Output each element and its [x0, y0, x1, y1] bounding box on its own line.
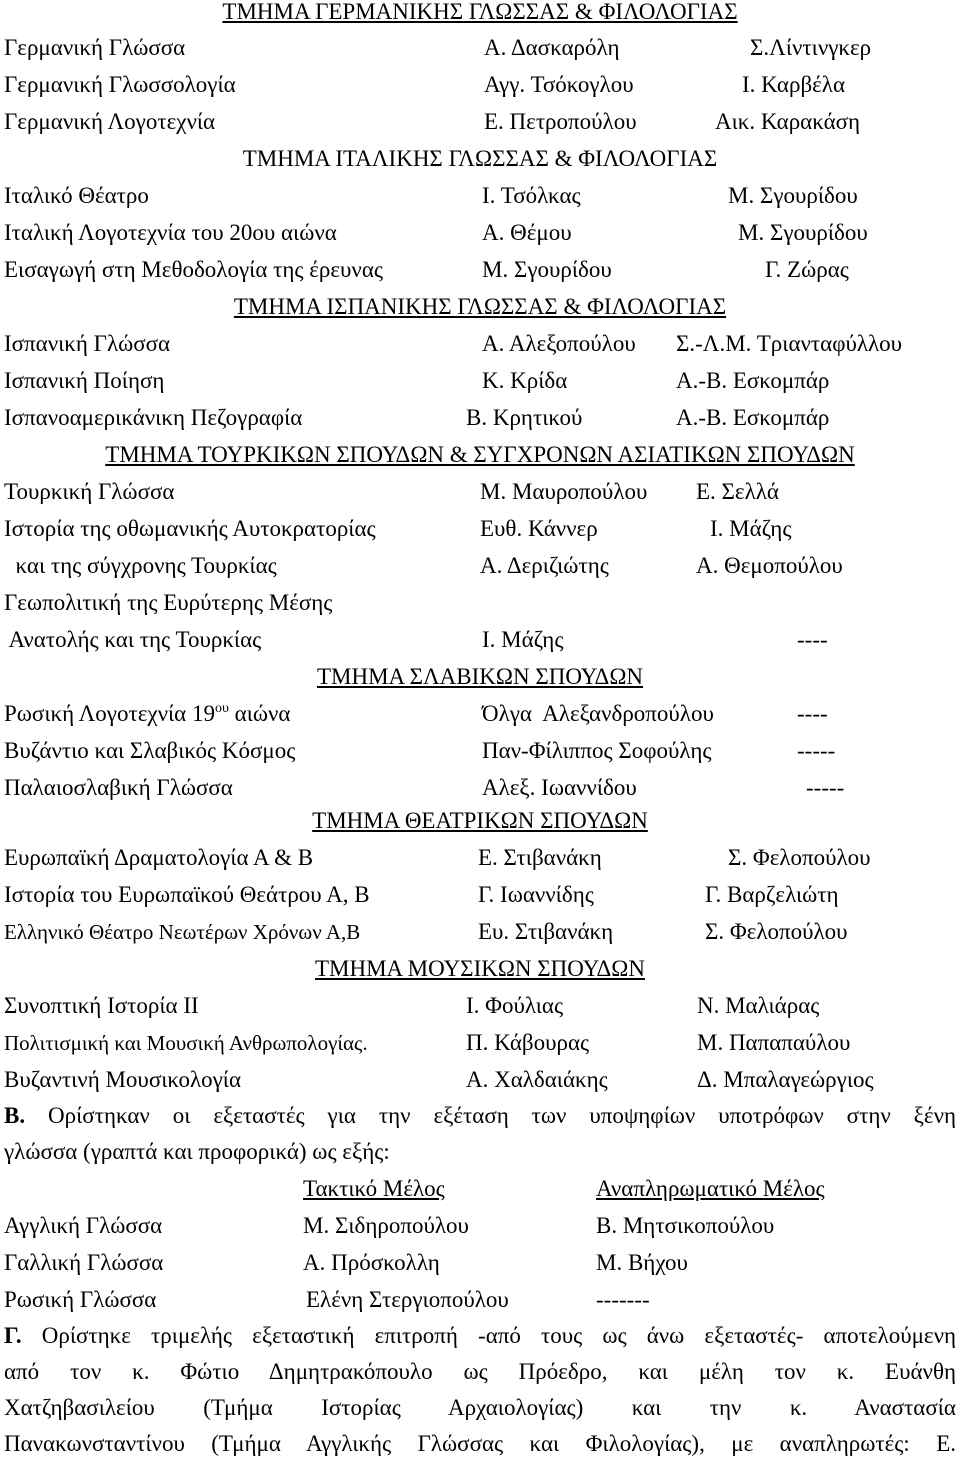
examiner-primary: Π. Κάβουρας	[466, 1030, 590, 1055]
substitute-member: Μ. Βήχου	[596, 1250, 688, 1275]
examiner-secondary: Ι. Μάζης	[710, 516, 792, 541]
table-row	[0, 511, 960, 547]
section-c-paragraph-line	[4, 1318, 956, 1354]
examiner-secondary: Δ. Μπαλαγεώργιος	[697, 1067, 874, 1092]
course-name: Τουρκική Γλώσσα	[4, 479, 175, 504]
table-row	[0, 252, 960, 288]
examiner-secondary: Α.-Β. Εσκομπάρ	[676, 368, 830, 393]
examiner-secondary: Αικ. Καρακάση	[715, 109, 861, 134]
examiner-primary: Αγγ. Τσόκογλου	[484, 72, 634, 97]
table-row	[0, 548, 960, 584]
examiner-secondary: Γ. Ζώρας	[765, 257, 849, 282]
table-row	[0, 877, 960, 913]
examiner-secondary: Μ. Παπαπαύλου	[697, 1030, 851, 1055]
examiner-secondary: Α.-Β. Εσκομπάρ	[676, 405, 830, 430]
table-row	[0, 215, 960, 251]
table-row	[0, 474, 960, 510]
section-title-music: ΤΜΗΜΑ ΜΟΥΣΙΚΩΝ ΣΠΟΥΔΩΝ	[315, 956, 645, 981]
examiner-secondary: Σ. Φελοπούλου	[705, 919, 848, 944]
section-c-label: Γ.	[4, 1323, 22, 1348]
examiner-secondary: ----	[797, 701, 828, 726]
examiner-primary: Ευθ. Κάννερ	[480, 516, 598, 541]
column-header-substitute: Αναπληρωματικό Μέλος	[596, 1176, 825, 1201]
table-row	[0, 363, 960, 399]
course-name: Ελληνικό Θέατρο Νεωτέρων Χρόνων Α,Β	[4, 920, 361, 944]
section-title-turkish: ΤΜΗΜΑ ΤΟΥΡΚΙΚΩΝ ΣΠΟΥΔΩΝ & ΣΥΓΧΡΟΝΩΝ ΑΣΙΑΤΙΚΩΝ ΣΠΟΥΔΩΝ	[105, 442, 855, 467]
examiner-secondary: -----	[797, 738, 836, 763]
table-row	[0, 178, 960, 214]
examiner-primary: Ε. Στιβανάκη	[478, 845, 602, 870]
examiner-primary: Α. Θέμου	[482, 220, 572, 245]
course-name: Ιταλικό Θέατρο	[4, 183, 149, 208]
table-row	[0, 622, 960, 658]
section-b-label: Β.	[4, 1103, 26, 1128]
course-name: Ισπανοαμερικάνικη Πεζογραφία	[4, 405, 303, 430]
examiner-secondary: Ν. Μαλιάρας	[697, 993, 820, 1018]
course-name: Ισπανική Γλώσσα	[4, 331, 171, 356]
substitute-member: Β. Μητσικοπούλου	[596, 1213, 775, 1238]
examiner-secondary: Σ. Φελοπούλου	[728, 845, 871, 870]
examiner-secondary: Μ. Σγουρίδου	[728, 183, 858, 208]
course-name: Ιστορία του Ευρωπαϊκού Θεάτρου Α, Β	[4, 882, 370, 907]
section-c-text-line-2: από τον κ. Φώτιο Δημητρακόπουλο ως Πρόεδρο, και μέλη τον κ. Ευάνθη	[4, 1359, 956, 1384]
examiner-primary: Α. Αλεξοπούλου	[482, 331, 636, 356]
examiner-secondary: Σ.Λίντινγκερ	[750, 35, 872, 60]
examiner-primary: Αλεξ. Ιωαννίδου	[482, 775, 637, 800]
section-b-text: Ορίστηκαν οι εξεταστές για την εξέταση των υποψηφίων υποτρόφων στην ξένη	[48, 1103, 957, 1128]
course-name: Βυζάντιο και Σλαβικός Κόσμος	[4, 738, 296, 763]
course-name: και της σύγχρονης Τουρκίας	[4, 553, 277, 578]
section-title-italian: ΤΜΗΜΑ ΙΤΑΛΙΚΗΣ ΓΛΩΣΣΑΣ & ΦΙΛΟΛΟΓΙΑΣ	[242, 146, 718, 171]
course-name: Ισπανική Ποίηση	[4, 368, 165, 393]
language-name: Ρωσική Γλώσσα	[4, 1287, 157, 1312]
table-row	[0, 1245, 960, 1281]
table-row	[0, 67, 960, 103]
table-row	[0, 1208, 960, 1244]
course-name: Ευρωπαϊκή Δραματολογία Α & Β	[4, 845, 314, 870]
examiner-primary: Α. Δασκαρόλη	[484, 35, 620, 60]
course-name	[4, 696, 290, 732]
column-header-regular: Τακτικό Μέλος	[303, 1176, 445, 1201]
examiner-primary: Μ. Σγουρίδου	[482, 257, 612, 282]
course-name: Εισαγωγή στη Μεθοδολογία της έρευνας	[4, 257, 383, 282]
course-name: Γερμανική Γλωσσολογία	[4, 72, 236, 97]
regular-member: Μ. Σιδηροπούλου	[303, 1213, 469, 1238]
ordinal-suffix: ου	[214, 701, 229, 716]
course-name: Ιστορία της οθωμανικής Αυτοκρατορίας	[4, 516, 376, 541]
table-row	[0, 1062, 960, 1098]
section-b-text-cont: γλώσσα (γραπτά και προφορικά) ως εξής:	[4, 1139, 390, 1164]
examiner-column-headers	[0, 1171, 960, 1207]
table-row	[0, 104, 960, 140]
examiner-secondary: Α. Θεμοπούλου	[696, 553, 843, 578]
section-title-theatre: ΤΜΗΜΑ ΘΕΑΤΡΙΚΩΝ ΣΠΟΥΔΩΝ	[312, 808, 648, 833]
examiner-primary: Α. Δεριζιώτης	[480, 553, 609, 578]
substitute-member: -------	[596, 1287, 650, 1312]
examiner-primary: Όλγα Αλεξανδροπούλου	[482, 701, 714, 726]
course-name: Γερμανική Λογοτεχνία	[4, 109, 216, 134]
course-name: Γεωπολιτική της Ευρύτερης Μέσης	[4, 590, 333, 615]
examiner-primary: Μ. Μαυροπούλου	[480, 479, 648, 504]
examiner-primary: Ι. Τσόλκας	[482, 183, 581, 208]
section-title-spanish: ΤΜΗΜΑ ΙΣΠΑΝΙΚΗΣ ΓΛΩΣΣΑΣ & ΦΙΛΟΛΟΓΙΑΣ	[233, 294, 727, 319]
table-row	[0, 1282, 960, 1318]
table-row	[0, 770, 960, 806]
examiner-primary: Β. Κρητικού	[466, 405, 583, 430]
course-name: Παλαιοσλαβική Γλώσσα	[4, 775, 233, 800]
examiner-primary: Ι. Μάζης	[482, 627, 564, 652]
table-row	[0, 914, 960, 950]
section-title-slavic: ΤΜΗΜΑ ΣΛΑΒΙΚΩΝ ΣΠΟΥΔΩΝ	[316, 664, 644, 689]
course-name-tail: αιώνα	[228, 701, 291, 726]
examiner-primary: Α. Χαλδαιάκης	[466, 1067, 608, 1092]
course-name: Γερμανική Γλώσσα	[4, 35, 186, 60]
examiner-primary: Ι. Φούλιας	[466, 993, 564, 1018]
examiner-primary: Ευ. Στιβανάκη	[478, 919, 614, 944]
table-row	[0, 733, 960, 769]
table-row	[0, 326, 960, 362]
examiner-primary: Κ. Κρίδα	[482, 368, 568, 393]
course-name-main: Ρωσική Λογοτεχνία 19	[4, 701, 215, 726]
regular-member: Ελένη Στεργιοπούλου	[306, 1287, 509, 1312]
table-row	[0, 988, 960, 1024]
section-title-german: ΤΜΗΜΑ ΓΕΡΜΑΝΙΚΗΣ ΓΛΩΣΣΑΣ & ΦΙΛΟΛΟΓΙΑΣ	[222, 0, 738, 24]
section-c-text-line-4: Πανακωνσταντίνου (Τμήμα Αγγλικής Γλώσσας και Φιλολογίας), με αναπληρωτές: Ε.	[4, 1431, 956, 1456]
examiner-secondary: ----	[797, 627, 828, 652]
table-row	[0, 30, 960, 66]
examiner-primary: Παν-Φίλιππος Σοφούλης	[482, 738, 712, 763]
language-name: Αγγλική Γλώσσα	[4, 1213, 163, 1238]
table-row	[0, 400, 960, 436]
course-name: Συνοπτική Ιστορία ΙΙ	[4, 993, 199, 1018]
course-name: Πολιτισμική και Μουσική Ανθρωπολογίας.	[4, 1031, 368, 1055]
examiner-secondary: Σ.-Λ.Μ. Τριανταφύλλου	[676, 331, 903, 356]
course-name: Βυζαντινή Μουσικολογία	[4, 1067, 242, 1092]
table-row	[0, 585, 960, 621]
examiner-secondary: Ι. Καρβέλα	[742, 72, 846, 97]
regular-member: Α. Πρόσκολλη	[303, 1250, 440, 1275]
examiner-primary: Ε. Πετροπούλου	[484, 109, 637, 134]
examiner-secondary: Μ. Σγουρίδου	[738, 220, 868, 245]
table-row	[0, 696, 960, 732]
course-name: Ανατολής και της Τουρκίας	[4, 627, 262, 652]
course-name: Ιταλική Λογοτεχνία του 20ου αιώνα	[4, 220, 337, 245]
section-b-paragraph-line	[4, 1098, 956, 1134]
table-row	[0, 840, 960, 876]
examiner-primary: Γ. Ιωαννίδης	[478, 882, 594, 907]
examiner-secondary: -----	[806, 775, 845, 800]
section-c-text-line-3: Χατζηβασιλείου (Τμήμα Ιστορίας Αρχαιολογίας) και την κ. Αναστασία	[4, 1395, 956, 1420]
language-name: Γαλλική Γλώσσα	[4, 1250, 164, 1275]
table-row	[0, 1025, 960, 1061]
examiner-secondary: Γ. Βαρζελιώτη	[705, 882, 839, 907]
examiner-secondary: Ε. Σελλά	[696, 479, 779, 504]
section-c-text: Ορίστηκε τριμελής εξεταστική επιτροπή -από τους ως άνω εξεταστές- αποτελούμενη	[41, 1323, 956, 1348]
